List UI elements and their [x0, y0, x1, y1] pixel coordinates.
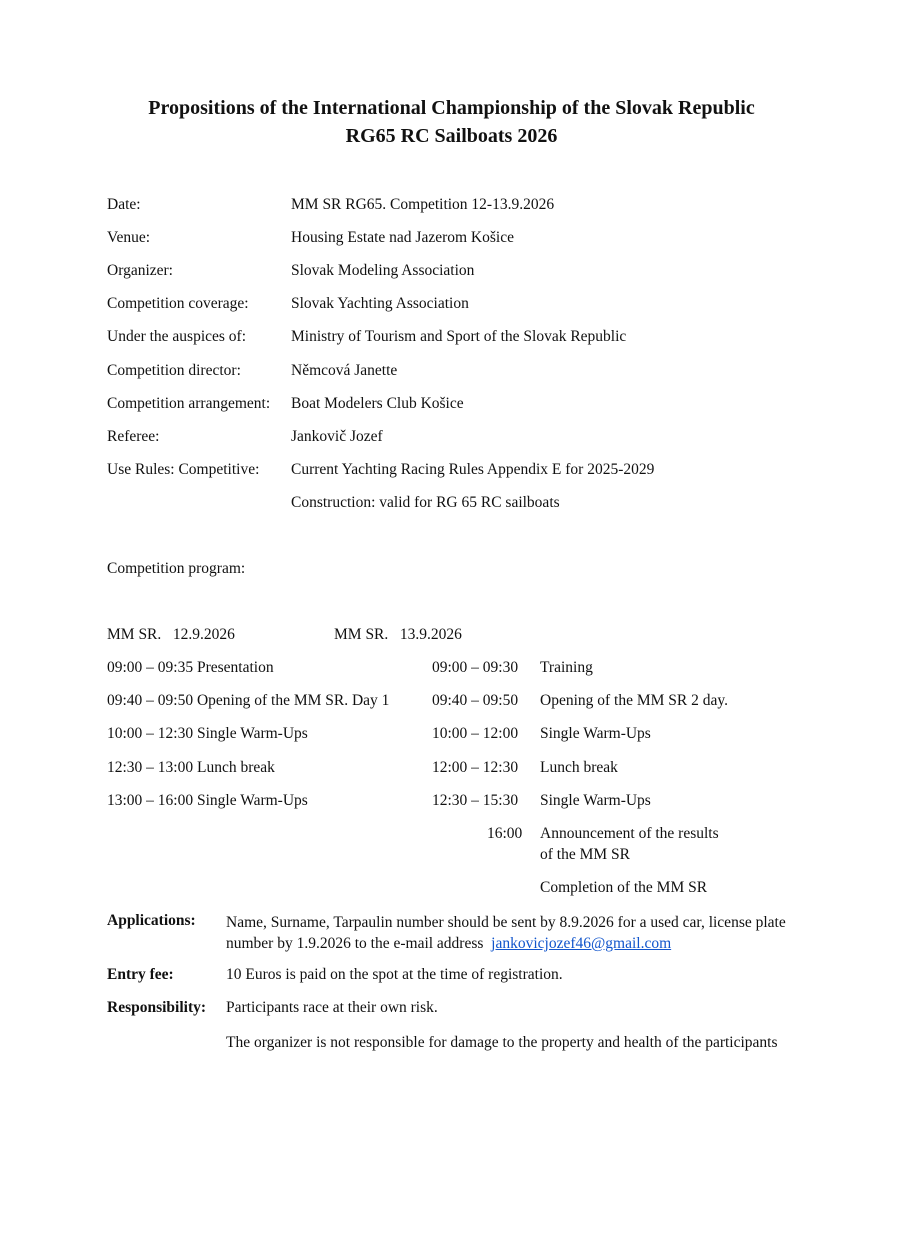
info-value-director: Němcová Janette [291, 362, 398, 379]
entry-fee-text: 10 Euros is paid on the spot at the time of registration. [226, 966, 563, 983]
day1-item: 10:00 – 12:30 Single Warm-Ups [107, 725, 308, 742]
day2-header: MM SR. 13.9.2026 [334, 626, 462, 643]
info-value-rules: Current Yachting Racing Rules Appendix E for 2025-2029 [291, 461, 655, 478]
title-line-2: RG65 RC Sailboats 2026 [345, 125, 558, 147]
day2-time: 12:00 – 12:30 [432, 759, 519, 776]
day1-item: 12:30 – 13:00 Lunch break [107, 759, 275, 776]
day2-text: Completion of the MM SR [540, 879, 708, 896]
day2-time: 16:00 [487, 825, 523, 842]
day1-header: MM SR. 12.9.2026 [107, 626, 235, 643]
day2-text: Announcement of the results [540, 825, 719, 842]
email-link[interactable]: jankovicjozef46@gmail.com [491, 935, 672, 952]
info-value-construction: Construction: valid for RG 65 RC sailboats [291, 494, 560, 511]
day2-text: Single Warm-Ups [540, 725, 651, 742]
day2-time: 09:00 – 09:30 [432, 659, 519, 676]
day1-item: 09:00 – 09:35 Presentation [107, 659, 274, 676]
info-value-venue: Housing Estate nad Jazerom Košice [291, 229, 514, 246]
day2-text: Lunch break [540, 759, 618, 776]
entry-fee-label: Entry fee: [107, 966, 174, 983]
info-value-auspices: Ministry of Tourism and Sport of the Slovak Republic [291, 328, 627, 345]
info-label-director: Competition director: [107, 362, 241, 379]
applications-label: Applications: [107, 912, 196, 929]
program-heading: Competition program: [107, 560, 246, 577]
day2-text-continued: of the MM SR [540, 846, 630, 863]
responsibility-label: Responsibility: [107, 999, 207, 1016]
day2-text: Opening of the MM SR 2 day. [540, 692, 728, 709]
day1-item: 13:00 – 16:00 Single Warm-Ups [107, 792, 308, 809]
day2-time: 10:00 – 12:00 [432, 725, 519, 742]
info-value-coverage: Slovak Yachting Association [291, 295, 469, 312]
applications-text [226, 912, 797, 954]
info-label-rules: Use Rules: Competitive: [107, 461, 260, 478]
responsibility-text-1: Participants race at their own risk. [226, 999, 438, 1016]
info-value-date: MM SR RG65. Competition 12-13.9.2026 [291, 196, 555, 213]
info-label-venue: Venue: [107, 229, 151, 246]
day1-item: 09:40 – 09:50 Opening of the MM SR. Day 1 [107, 692, 390, 709]
info-label-referee: Referee: [107, 428, 160, 445]
day2-time: 12:30 – 15:30 [432, 792, 519, 809]
day2-text: Training [540, 659, 593, 676]
day2-text: Single Warm-Ups [540, 792, 651, 809]
info-label-arrangement: Competition arrangement: [107, 395, 271, 412]
day2-time: 09:40 – 09:50 [432, 692, 519, 709]
info-value-referee: Jankovič Jozef [291, 428, 383, 445]
info-label-auspices: Under the auspices of: [107, 328, 247, 345]
applications-body: Name, Surname, Tarpaulin number should be sent by 8.9.2026 for a used car, license plate number by 1.9.2026 to the e-mail address [226, 914, 786, 952]
responsibility-text-2: The organizer is not responsible for damage to the property and health of the participants [226, 1034, 778, 1051]
info-label-organizer: Organizer: [107, 262, 173, 279]
info-value-arrangement: Boat Modelers Club Košice [291, 395, 464, 412]
info-label-coverage: Competition coverage: [107, 295, 249, 312]
title-line-1: Propositions of the International Championship of the Slovak Republic [148, 97, 755, 119]
info-value-organizer: Slovak Modeling Association [291, 262, 475, 279]
info-label-date: Date: [107, 196, 141, 213]
